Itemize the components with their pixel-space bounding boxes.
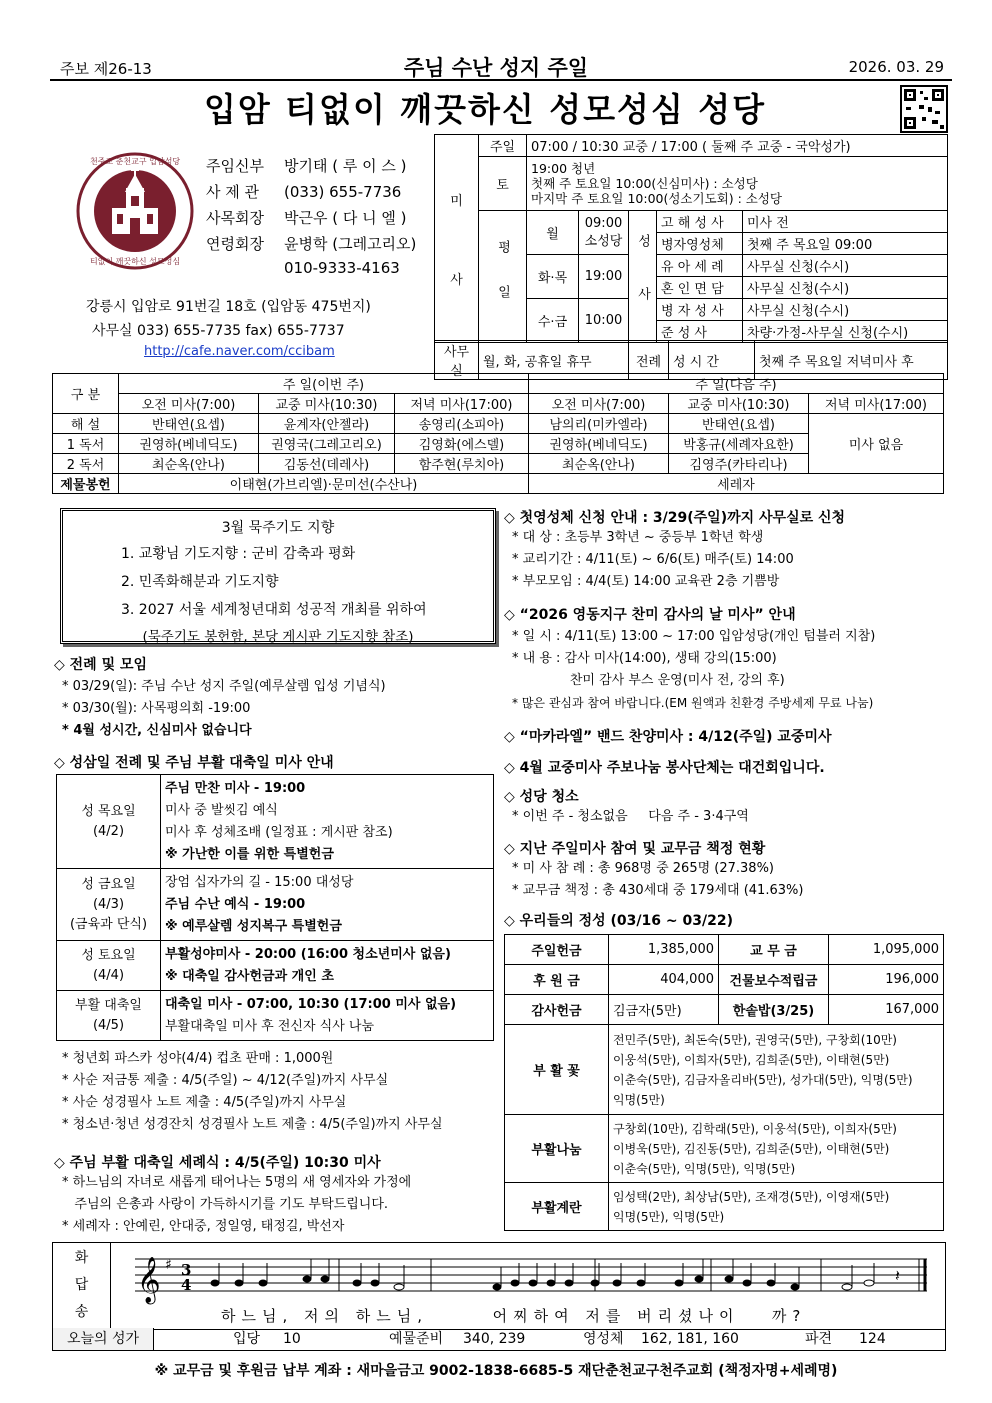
rosary-note: (묵주기도 봉헌함, 본당 게시판 기도지향 참조) [142,629,414,645]
roster-row-label: 2 독서 [53,454,119,474]
wedfri-label: 수·금 [527,299,579,343]
donor-line: 익명(5만) [613,1092,665,1107]
roster-cell: 반태연(요셉) [669,414,809,434]
sacrament-value: 사무실 신청(수시) [743,277,948,299]
staff-funeral [206,233,416,259]
table-row [505,995,944,1025]
mass-label [435,135,479,343]
cleaning-title: ◇ 성당 청소 [504,789,579,805]
holy-date: (4/3) [92,896,125,912]
offering-label: 교 무 금 [719,935,829,965]
hymn-entrance-label: 입당 [233,1331,261,1347]
table-row [53,474,944,494]
roster-no-mass: 미사 없음 [809,414,944,474]
roster-offering-this: 이태현(가브리엘)·문미선(수산나) [119,474,529,494]
list-item: * 대 상 : 초등부 3학년 ~ 중등부 1학년 학생 [512,530,764,545]
holy-hour-label: 성 시 간 [669,341,755,380]
hymn-recessional-label: 파견 [805,1331,833,1347]
holy-line: ※ 예루살렘 성지복구 특별헌금 [165,918,342,934]
hymn-communion-label: 영성체 [583,1331,624,1347]
offering-value: 1,095,000 [829,935,944,965]
staff-role: 사 제 관 [206,183,260,201]
holy-day: 성 금요일 [81,876,136,892]
holy-line: 미사 후 성체조배 (일정표 : 게시판 참조) [165,824,393,840]
holy-day: 부활 대축일 [75,997,142,1013]
issue-date: 2026. 03. 29 [848,58,944,76]
first-communion-list [512,527,794,593]
weekday-label: 평 일 [479,211,527,343]
offering-label: 부활계란 [505,1183,609,1231]
table-row [57,991,494,1041]
psalm-label [53,1243,111,1329]
attendance-title: ◇ 지난 주일미사 참여 및 교무금 책정 현황 [504,841,766,857]
hymns-label: 오늘의 성가 [53,1328,154,1350]
rosary-intention-box [60,508,496,644]
sacrament-name: 준 성 사 [657,321,743,343]
list-item: 주님의 은총과 사랑이 가득하시기를 기도 부탁드립니다. [62,1197,389,1212]
list-item: * 일 시 : 4/11(토) 13:00 ~ 17:00 입암성당(개인 텀블러 지참) [512,629,876,644]
holy-week-notes [62,1048,443,1136]
saturday-line: 마지막 주 토요일 10:00(성소기도회) : 소성당 [531,191,782,206]
table-row [505,1183,944,1231]
roster-row-label: 제물봉헌 [53,474,119,494]
holy-line: 장엄 십자가의 길 - 15:00 대성당 [165,874,354,890]
sacrament-name: 고 해 성 사 [657,211,743,233]
time-sig-top: 3 [181,1261,192,1279]
sunday-times: 07:00 / 10:30 교중 / 17:00 ( 둘째 주 교중 - 국악성가) [527,135,948,157]
first-communion-title: ◇ 첫영성체 신청 안내 : 3/29(주일)까지 사무실로 신청 [504,510,846,526]
offerings-title: ◇ 우리들의 정성 (03/16 ~ 03/22) [504,913,733,929]
tuethu-label: 화·목 [527,255,579,299]
list-item: * 교리기간 : 4/11(토) ~ 6/6(토) 매주(토) 14:00 [512,552,794,567]
holy-date: (4/2) [92,823,125,839]
table-row [505,935,944,965]
roster-cell: 반태연(요셉) [119,414,259,434]
office-label: 사무실 [435,341,479,380]
roster-cell: 권영하(베네딕도) [529,434,669,454]
staff-rectory [206,181,416,207]
staff-name: (033) 655-7736 [284,183,402,201]
holy-line: 부활대축일 미사 후 전신자 식사 나눔 [165,1018,375,1034]
roster-col: 오전 미사(7:00) [119,394,259,414]
svg-text:천주교 춘천교구 입암성당: 천주교 춘천교구 입암성당 [89,157,181,166]
sacrament-label: 성 사 [629,211,657,343]
address-line: 강릉시 입암로 91번길 18호 (입암동 475번지) [86,299,371,315]
offering-label: 부 활 꽃 [505,1025,609,1115]
baptism-list [62,1172,411,1238]
holy-date: (4/5) [92,1017,125,1033]
holy-sub: (금육과 단식) [69,916,148,932]
list-item: * 사순 저금통 제출 : 4/5(주일) ~ 4/12(주일)까지 사무실 [62,1073,389,1088]
mass-schedule-table [434,134,948,343]
roster-this-week: 주 일(이번 주) [119,374,529,394]
sacrament-value: 차량·가정-사무실 신청(수시) [743,321,948,343]
roster-offering-next: 세레자 [529,474,944,494]
table-row [57,941,494,991]
roster-col: 저녁 미사(17:00) [809,394,944,414]
list-item: * 미 사 참 례 : 총 968명 중 265명 (27.38%) [512,861,775,876]
donor-line: 익명(5만), 익명(5만) [613,1209,725,1224]
svg-text:티없이 깨끗하신 성모성심: 티없이 깨끗하신 성모성심 [89,257,181,266]
roster-header: 구 분 [53,374,119,414]
sacrament-name: 혼 인 면 담 [657,277,743,299]
list-item: * 이번 주 - 청소없음 다음 주 - 3·4구역 [512,809,749,824]
donor-line: 이병욱(5만), 김진동(5만), 김희준(5만), 이태현(5만) [613,1141,890,1156]
roster-cell: 김영주(카타리나) [669,454,809,474]
psalm-label-char: 송 [74,1304,89,1320]
hymn-entrance: 10 [283,1331,301,1347]
hymn-communion: 162, 181, 160 [641,1331,739,1347]
rosary-item: 2. 민족화해분과 기도지향 [121,574,279,590]
sunday-title: 주님 수난 성지 주일 [403,56,589,80]
church-logo [76,152,194,270]
roster-cell: 박홍규(세례자요한) [669,434,809,454]
offering-label: 감사헌금 [505,995,609,1025]
mass-label-mi: 미 [450,193,463,209]
psalm-lyrics: 하느님, 저의 하느님, 어찌하여 저를 버리셨나이 까? [221,1307,807,1325]
mass-label-sa: 사 [450,272,463,288]
donor-line: 구창회(10만), 김학래(5만), 이웅석(5만), 이희자(5만) [613,1121,897,1136]
treble-clef-icon: 𝄞 [137,1257,161,1303]
staff-name: 방기태 ( 루 이 스 ) [284,157,407,175]
roster-next-week: 주 일(다음 주) [529,374,944,394]
roster-cell: 최순옥(안나) [529,454,669,474]
thanksgiving-mass-title: ◇ “2026 영동지구 찬미 감사의 날 미사” 안내 [504,607,796,623]
sacrament-value: 미사 전 [743,211,948,233]
cleaning-list [512,806,749,828]
roster-col: 저녁 미사(17:00) [395,394,529,414]
donor-line: 전민주(5만), 최돈숙(5만), 권영국(5만), 구창회(10만) [613,1032,897,1047]
table-row [505,1115,944,1183]
responsorial-psalm-box [52,1242,946,1330]
qr-code [900,85,948,133]
header-rule [50,79,952,81]
todays-hymns-row [52,1328,946,1351]
sacrament-value: 사무실 신청(수시) [743,255,948,277]
list-item: * 사순 성경필사 노트 제출 : 4/5(주일)까지 사무실 [62,1095,347,1110]
roster-cell: 송영리(소피아) [395,414,529,434]
list-item: * 03/30(월): 사목평의회 -19:00 [62,701,251,716]
sunday-label: 주일 [479,135,527,157]
liturgy-roster-table [52,373,944,494]
staff-name: 010-9333-4163 [284,259,400,277]
roster-cell: 함주현(루치아) [395,454,529,474]
offering-label: 한솥밥(3/25) [719,995,829,1025]
holy-day: 성 토요일 [81,947,136,963]
roster-col: 교중 미사(10:30) [259,394,395,414]
sacrament-name: 유 아 세 례 [657,255,743,277]
saturday-line: 첫째 주 토요일 10:00(신심미사) : 소성당 [531,176,758,191]
rosary-title: 3월 묵주기도 지향 [221,520,335,536]
staff-list [206,155,416,285]
holy-day: 성 목요일 [81,803,136,819]
holy-line: 대축일 미사 - 07:00, 10:30 (17:00 미사 없음) [165,996,457,1012]
sacrament-name: 병자영성체 [657,233,743,255]
holy-line: ※ 대축일 감사헌금과 개인 초 [165,968,334,984]
staff-name: 윤병학 (그레고리오) [284,235,417,253]
offering-label: 부활나눔 [505,1115,609,1183]
offering-label: 건물보수적립금 [719,965,829,995]
office-phone: 사무실 033) 655-7735 fax) 655-7737 [92,323,345,339]
donor-line: 이춘숙(5만), 익명(5만), 익명(5만) [613,1161,796,1176]
list-item: * 4월 성시간, 신심미사 없습니다 [62,723,252,738]
roster-row-label: 1 독서 [53,434,119,454]
list-item: 찬미 감사 부스 운영(미사 전, 강의 후) [512,673,785,688]
psalm-label-char: 답 [74,1277,89,1293]
monday-time: 09:00 소성당 [579,211,629,255]
roster-cell: 최순옥(안나) [119,454,259,474]
holy-week-title: ◇ 성삼일 전례 및 주님 부활 대축일 미사 안내 [54,755,334,771]
holy-line: 미사 중 발씻김 예식 [165,802,278,818]
liturgy-meeting-list [62,676,386,742]
holy-hour-time: 첫째 주 목요일 저녁미사 후 [755,341,948,380]
rosary-item: 3. 2027 서울 세계청년대회 성공적 개최를 위하여 [121,602,427,618]
issue-number: 주보 제26-13 [60,60,152,78]
list-item: * 교무금 책정 : 총 430세대 중 179세대 (41.63%) [512,883,804,898]
liturgy-meeting-title: ◇ 전례 및 모임 [54,657,148,673]
table-row [53,414,944,434]
staff-role: 주임신부 [206,157,264,175]
offering-value: 167,000 [829,995,944,1025]
holy-line: ※ 가난한 이를 위한 특별헌금 [165,846,334,862]
roster-row-label: 해 설 [53,414,119,434]
staff-role: 사목회장 [206,209,264,227]
staff-name: 박근우 ( 다 니 엘 ) [284,209,407,227]
volunteer-title: ◇ 4월 교중미사 주보나눔 봉사단체는 대건회입니다. [504,760,825,776]
sacrament-value: 첫째 주 목요일 09:00 [743,233,948,255]
music-staff [119,1245,939,1307]
rosary-item: 1. 교황님 기도지향 : 군비 감축과 평화 [121,546,356,562]
saturday-line: 19:00 청년 [531,161,596,176]
church-name: 입암 티없이 깨끗하신 성모성심 성당 [203,90,767,129]
hymn-recessional: 124 [859,1331,886,1347]
sharp-icon: ♯ [165,1257,172,1273]
cafe-link[interactable]: http://cafe.naver.com/ccibam [144,344,335,359]
holy-line: 주님 만찬 미사 - 19:00 [165,780,306,796]
roster-col: 교중 미사(10:30) [669,394,809,414]
liturgy-label: 전례 [629,341,669,380]
donor-line: 임성택(2만), 최상남(5만), 조재경(5만), 이영재(5만) [613,1189,890,1204]
holy-week-table [56,774,494,1041]
attendance-list [512,858,803,902]
time-sig-bottom: 4 [181,1276,192,1294]
holy-line: 부활성야미사 - 20:00 (16:00 청소년미사 없음) [165,946,451,962]
list-item: * 청년회 파스카 성야(4/4) 컵초 판매 : 1,000원 [62,1051,334,1066]
roster-cell: 윤계자(안젤라) [259,414,395,434]
wedfri-time: 10:00 [579,299,629,343]
staff-council [206,207,416,233]
list-item: * 세례자 : 안예린, 안대중, 정일영, 태정길, 박선자 [62,1219,345,1234]
roster-cell: 김영화(에스델) [395,434,529,454]
roster-cell: 남의리(미카엘라) [529,414,669,434]
monday-label: 월 [527,211,579,255]
baptism-title: ◇ 주님 부활 대축일 세례식 : 4/5(주일) 10:30 미사 [54,1155,381,1171]
sacrament-value: 사무실 신청(수시) [743,299,948,321]
offering-label: 후 원 금 [505,965,609,995]
band-mass-title: ◇ “마카라엘” 밴드 찬양미사 : 4/12(주일) 교중미사 [504,729,832,745]
staff-pastor [206,155,416,181]
staff-phone [206,259,416,285]
roster-cell: 김동선(데레사) [259,454,395,474]
hymn-offertory-label: 예물준비 [389,1331,444,1347]
rest-icon: 𝄽 [895,1266,900,1285]
table-row [57,775,494,869]
donor-line: 이웅석(5만), 이희자(5만), 김희준(5만), 이태현(5만) [613,1052,890,1067]
psalm-label-char: 화 [74,1250,89,1266]
office-hours: 월, 화, 공휴일 휴무 [479,341,629,380]
tuethu-time: 19:00 [579,255,629,299]
roster-col: 오전 미사(7:00) [529,394,669,414]
holy-line: 주님 수난 예식 - 19:00 [165,896,306,912]
holy-date: (4/4) [92,967,125,983]
donor-line: 이춘숙(5만), 김금자올리바(5만), 성가대(5만), 익명(5만) [613,1072,913,1087]
table-row [57,869,494,941]
roster-cell: 권영국(그레고리오) [259,434,395,454]
offering-value: 404,000 [609,965,719,995]
table-row [505,1025,944,1115]
offering-value: 196,000 [829,965,944,995]
thanksgiving-mass-list [512,626,875,714]
offerings-table [504,934,944,1231]
bank-account-footer: ※ 교무금 및 후원금 납부 계좌 : 새마을금고 9002-1838-6685-5 재단춘천교구천주교회 (책정자명+세례명) [154,1363,838,1379]
sacrament-name: 병 자 성 사 [657,299,743,321]
list-item: * 03/29(일): 주님 수난 성지 주일(예루살렘 입성 기념식) [62,679,386,694]
list-item: * 청소년·청년 성경잔치 성경필사 노트 제출 : 4/5(주일)까지 사무실 [62,1117,443,1132]
list-item: * 하느님의 자녀로 새롭게 태어나는 5명의 새 영세자와 가정에 [62,1175,412,1190]
hymn-offertory: 340, 239 [463,1331,526,1347]
list-item: * 많은 관심과 참여 바랍니다.(EM 원액과 친환경 주방세제 무료 나눔) [512,696,874,710]
roster-cell: 권영하(베네딕도) [119,434,259,454]
list-item: * 부모모임 : 4/4(토) 14:00 교육관 2층 기쁨방 [512,574,780,589]
table-row [505,965,944,995]
offering-value: 김금자(5만) [609,995,719,1025]
staff-role: 연령회장 [206,235,264,253]
offering-label: 주일헌금 [505,935,609,965]
saturday-label: 토 [479,157,527,211]
list-item: * 내 용 : 감사 미사(14:00), 생태 강의(15:00) [512,651,777,666]
offering-value: 1,385,000 [609,935,719,965]
